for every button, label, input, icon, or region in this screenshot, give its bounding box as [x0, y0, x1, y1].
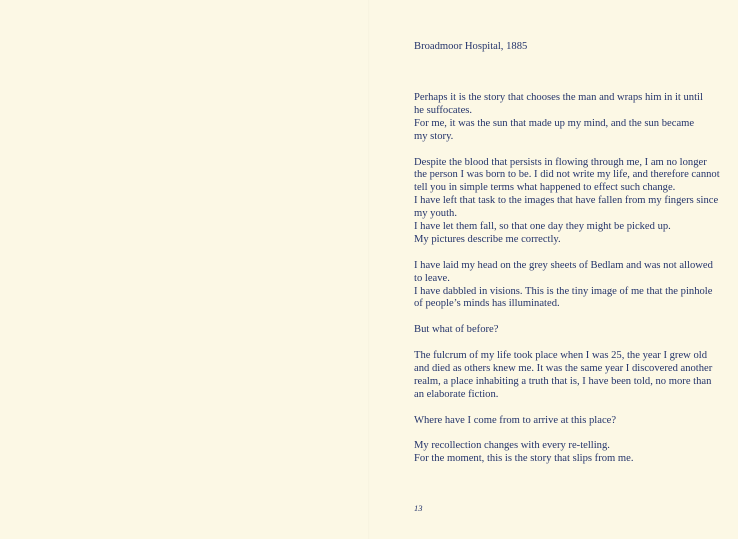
right-page	[370, 0, 738, 539]
paragraph	[414, 415, 714, 428]
text-line: the person I was born to be. I did not write my life, and therefore cannot	[414, 169, 720, 181]
paragraph	[414, 350, 714, 402]
text-line: to leave.	[414, 272, 450, 284]
text-line: realm, a place inhabiting a truth that is, I have been told, no more than	[414, 375, 712, 387]
chapter-heading: Broadmoor Hospital, 1885	[414, 41, 528, 52]
paragraph	[414, 324, 714, 337]
paragraph	[414, 260, 714, 312]
text-line: My recollection changes with every re-telling.	[414, 440, 610, 452]
text-line: The fulcrum of my life took place when I was 25, the year I grew old	[414, 350, 707, 362]
paragraph	[414, 156, 720, 247]
text-line: My pictures describe me correctly.	[414, 233, 561, 245]
body-text	[414, 92, 720, 479]
text-line: Perhaps it is the story that chooses the man and wraps him in it until	[414, 92, 703, 103]
text-line: I have laid my head on the grey sheets of Bedlam and was not allowed	[414, 259, 713, 271]
text-line: an elaborate fiction.	[414, 388, 499, 400]
text-line: he suffocates.	[414, 104, 473, 116]
paragraph	[414, 92, 714, 144]
paragraph	[414, 440, 714, 466]
text-line: For the moment, this is the story that slips from me.	[414, 453, 634, 465]
text-line: my youth.	[414, 208, 457, 220]
text-line: But what of before?	[414, 324, 499, 336]
text-line: I have let them fall, so that one day they might be picked up.	[414, 221, 671, 233]
left-page-blank	[0, 0, 368, 539]
text-line: Where have I come from to arrive at this place?	[414, 414, 617, 426]
text-line: and died as others knew me. It was the same year I discovered another	[414, 362, 713, 374]
text-line: Despite the blood that persists in flowing through me, I am no longer	[414, 156, 707, 168]
text-line: my story.	[414, 130, 454, 142]
text-line: of people’s minds has illuminated.	[414, 298, 560, 310]
text-line: tell you in simple terms what happened to effect such change.	[414, 182, 676, 194]
text-line: For me, it was the sun that made up my mind, and the sun became	[414, 117, 695, 129]
text-line: I have left that task to the images that have fallen from my fingers since	[414, 195, 719, 207]
text-line: I have dabbled in visions. This is the tiny image of me that the pinhole	[414, 285, 713, 297]
page-number: 13	[414, 503, 423, 513]
